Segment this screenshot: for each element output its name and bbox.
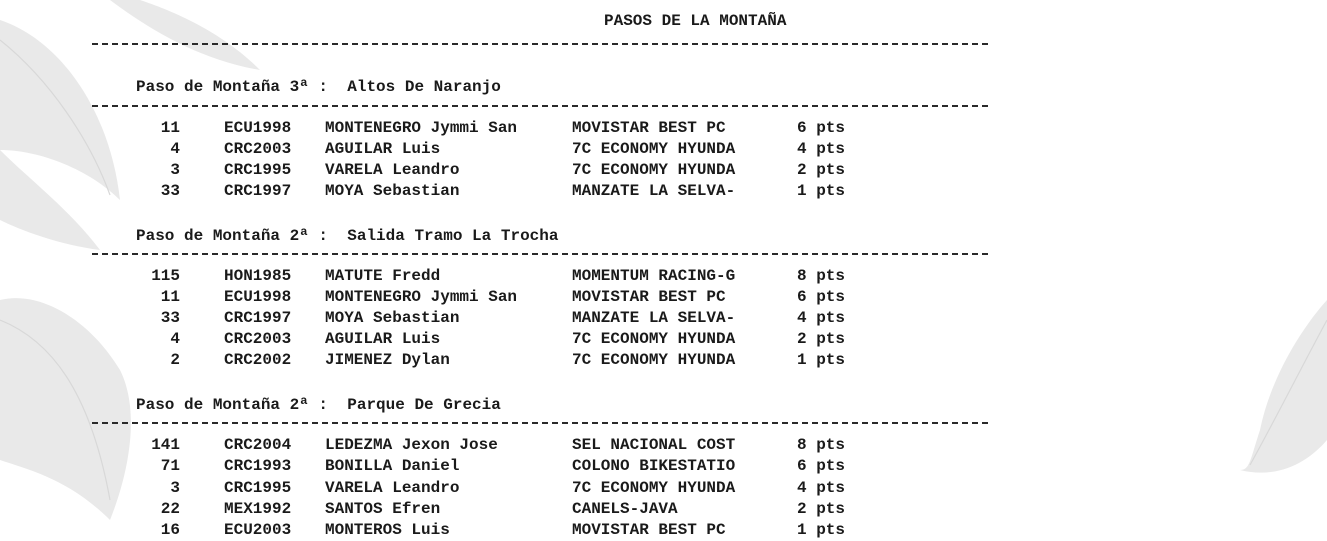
- team-name: MOVISTAR BEST PC: [572, 288, 726, 306]
- rider-name: BONILLA Daniel: [325, 457, 460, 475]
- header-divider: [92, 43, 988, 45]
- team-name: MOMENTUM RACING-G: [572, 267, 736, 285]
- section-title-parque-de-grecia: Paso de Montaña 2ª : Parque De Grecia: [136, 396, 501, 414]
- points: 4 pts: [797, 479, 846, 497]
- section-divider: [92, 105, 988, 107]
- uci-code: CRC1993: [224, 457, 292, 475]
- table-row: [0, 139, 900, 159]
- rider-name: MATUTE Fredd: [325, 267, 441, 285]
- section-divider: [92, 422, 988, 424]
- table-row: [0, 287, 900, 307]
- team-name: 7C ECONOMY HYUNDA: [572, 330, 736, 348]
- uci-code: ECU1998: [224, 119, 292, 137]
- bib-number: 16: [160, 521, 180, 539]
- team-name: 7C ECONOMY HYUNDA: [572, 479, 736, 497]
- points: 6 pts: [797, 457, 846, 475]
- team-name: MOVISTAR BEST PC: [572, 521, 726, 539]
- bib-number: 4: [170, 140, 180, 158]
- table-row: [0, 456, 900, 476]
- rider-name: SANTOS Efren: [325, 500, 441, 518]
- points: 6 pts: [797, 288, 846, 306]
- uci-code: ECU1998: [224, 288, 292, 306]
- rider-name: MOYA Sebastian: [325, 309, 460, 327]
- points: 4 pts: [797, 309, 846, 327]
- team-name: SEL NACIONAL COST: [572, 436, 736, 454]
- team-name: MANZATE LA SELVA-: [572, 182, 736, 200]
- rider-name: AGUILAR Luis: [325, 140, 441, 158]
- bib-number: 4: [170, 330, 180, 348]
- points: 2 pts: [797, 161, 846, 179]
- team-name: 7C ECONOMY HYUNDA: [572, 140, 736, 158]
- bib-number: 71: [160, 457, 180, 475]
- rider-name: LEDEZMA Jexon Jose: [325, 436, 498, 454]
- table-row: [0, 308, 900, 328]
- table-row: [0, 118, 900, 138]
- uci-code: CRC2002: [224, 351, 292, 369]
- rider-name: JIMENEZ Dylan: [325, 351, 450, 369]
- points: 1 pts: [797, 521, 846, 539]
- table-row: [0, 478, 900, 498]
- section-divider: [92, 253, 988, 255]
- bib-number: 2: [170, 351, 180, 369]
- uci-code: CRC2004: [224, 436, 292, 454]
- uci-code: HON1985: [224, 267, 292, 285]
- points: 8 pts: [797, 267, 846, 285]
- table-row: [0, 350, 900, 370]
- rider-name: VARELA Leandro: [325, 479, 460, 497]
- bib-number: 11: [160, 119, 180, 137]
- bib-number: 33: [160, 182, 180, 200]
- team-name: CANELS-JAVA: [572, 500, 678, 518]
- rider-name: MONTENEGRO Jymmi San: [325, 288, 518, 306]
- team-name: 7C ECONOMY HYUNDA: [572, 351, 736, 369]
- bib-number: 141: [151, 436, 180, 454]
- rider-name: VARELA Leandro: [325, 161, 460, 179]
- bib-number: 115: [151, 267, 180, 285]
- points: 2 pts: [797, 500, 846, 518]
- points: 2 pts: [797, 330, 846, 348]
- points: 4 pts: [797, 140, 846, 158]
- points: 1 pts: [797, 351, 846, 369]
- table-row: [0, 329, 900, 349]
- table-row: [0, 520, 900, 540]
- table-row: [0, 266, 900, 286]
- bib-number: 22: [160, 500, 180, 518]
- table-row: [0, 181, 900, 201]
- rider-name: MOYA Sebastian: [325, 182, 460, 200]
- uci-code: CRC1997: [224, 309, 292, 327]
- team-name: MANZATE LA SELVA-: [572, 309, 736, 327]
- points: 1 pts: [797, 182, 846, 200]
- bib-number: 33: [160, 309, 180, 327]
- table-row: [0, 435, 900, 455]
- uci-code: CRC1995: [224, 161, 292, 179]
- section-title-altos-de-naranjo: Paso de Montaña 3ª : Altos De Naranjo: [136, 78, 501, 96]
- section-title-salida-tramo-la-trocha: Paso de Montaña 2ª : Salida Tramo La Trocha: [136, 227, 559, 245]
- uci-code: CRC1997: [224, 182, 292, 200]
- uci-code: CRC2003: [224, 140, 292, 158]
- report-title: PASOS DE LA MONTAÑA: [604, 12, 787, 30]
- rider-name: AGUILAR Luis: [325, 330, 441, 348]
- table-row: [0, 499, 900, 519]
- bib-number: 3: [170, 479, 180, 497]
- bib-number: 3: [170, 161, 180, 179]
- team-name: COLONO BIKESTATIO: [572, 457, 736, 475]
- rider-name: MONTEROS Luis: [325, 521, 450, 539]
- uci-code: MEX1992: [224, 500, 292, 518]
- bib-number: 11: [160, 288, 180, 306]
- points: 6 pts: [797, 119, 846, 137]
- uci-code: CRC2003: [224, 330, 292, 348]
- table-row: [0, 160, 900, 180]
- uci-code: ECU2003: [224, 521, 292, 539]
- uci-code: CRC1995: [224, 479, 292, 497]
- points: 8 pts: [797, 436, 846, 454]
- team-name: 7C ECONOMY HYUNDA: [572, 161, 736, 179]
- team-name: MOVISTAR BEST PC: [572, 119, 726, 137]
- rider-name: MONTENEGRO Jymmi San: [325, 119, 518, 137]
